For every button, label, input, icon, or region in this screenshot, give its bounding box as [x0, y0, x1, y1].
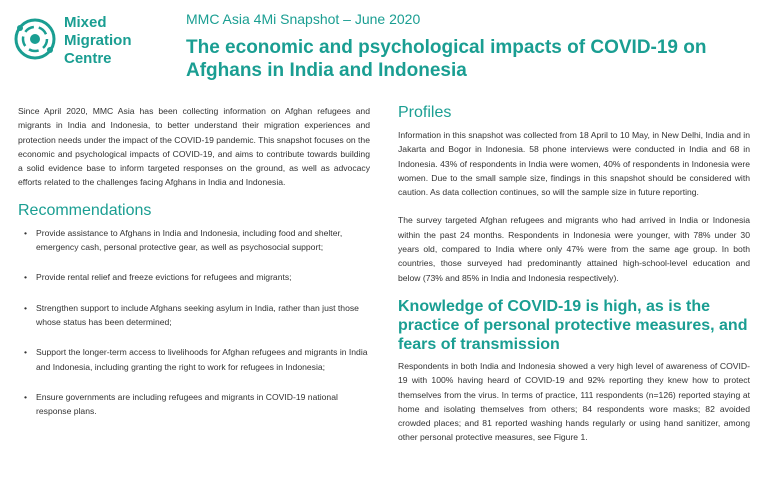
recommendation-item: • Provide assistance to Afghans in India and Indonesia, including food and shelter, emergency cash, personal protective gear, as well as psychosocial support; — [18, 226, 370, 255]
recommendation-item: • Ensure governments are including refugees and migrants in COVID-19 national response plans. — [18, 390, 370, 419]
logo-line3: Centre — [64, 50, 112, 67]
knowledge-heading: Knowledge of COVID-19 is high, as is the practice of personal protective measures, and fears of transmission — [398, 297, 748, 353]
profiles-heading: Profiles — [398, 104, 452, 121]
recommendation-item: • Strengthen support to include Afghans seeking asylum in India, rather than just those whose status has been determined; — [18, 301, 370, 330]
logo-line1: Mixed — [64, 14, 107, 31]
knowledge-paragraph: Respondents in both India and Indonesia showed a very high level of awareness of COVID-19 with 100% having heard of COVID-19 and 92% reporting they knew how to protect themselves from the virus. In terms of practice, 111 respondents (n=126) reported staying at home and isolating themselves from others; 84 respondents wore masks; 82 avoided crowded places; and 81 reported washing hands regularly or using hand sanitizer, among other personal protective measures, see Figure 1. — [398, 360, 750, 443]
profiles-paragraph-2: The survey targeted Afghan refugees and migrants who had arrived in India or Indonesia within the past 24 months. Respondents in Indonesia were younger, with 78% under 30 years old, compared to India where only 47% were from the same age group. In both countries, those surveyed had predominantly attained high-school-level education and below (73% and 85% in India and Indonesia respectively). — [398, 215, 750, 283]
recommendations-list — [18, 226, 370, 419]
left-column — [18, 104, 370, 434]
recommendations-heading: Recommendations — [18, 201, 152, 219]
intro-paragraph: Since April 2020, MMC Asia has been collecting information on Afghan refugees and migrants in India and Indonesia, to better understand their migration experiences and protection needs under the impact of the COVID-19 pandemic. This snapshot focuses on the economic and psychological impacts of COVID-19, and aims to contribute towards building a solid evidence base to inform targeted responses on the ground, as well as advocacy efforts related to the challenges facing Afghans in India and Indonesia. — [18, 106, 370, 188]
profiles-paragraph-1: Information in this snapshot was collected from 18 April to 10 May, in New Delhi, India and in Jakarta and Bogor in Indonesia. 58 phone interviews were conducted in India and 68 in Indonesia. 43% of respondents in India were women, 40% of respondents in Indonesia were women. Due to the small sample size, findings in this snapshot should be considered with caution. As data collection continues, so will the sample size in future reporting. — [398, 130, 750, 198]
recommendation-item: • Support the longer-term access to livelihoods for Afghan refugees and migrants in India and Indonesia, including granting the right to work for refugees in Indonesia; — [18, 345, 370, 374]
mmc-logo-icon — [12, 16, 58, 62]
mmc-logo — [12, 10, 172, 70]
snapshot-kicker: MMC Asia 4Mi Snapshot – June 2020 — [186, 11, 421, 27]
logo-line2: Migration — [64, 32, 132, 49]
logo-wordmark — [64, 14, 132, 68]
recommendation-item: • Provide rental relief and freeze evictions for refugees and migrants; — [18, 270, 370, 284]
right-column — [398, 104, 750, 445]
page-title: The economic and psychological impacts of COVID-19 on Afghans in India and Indonesia — [186, 37, 707, 81]
